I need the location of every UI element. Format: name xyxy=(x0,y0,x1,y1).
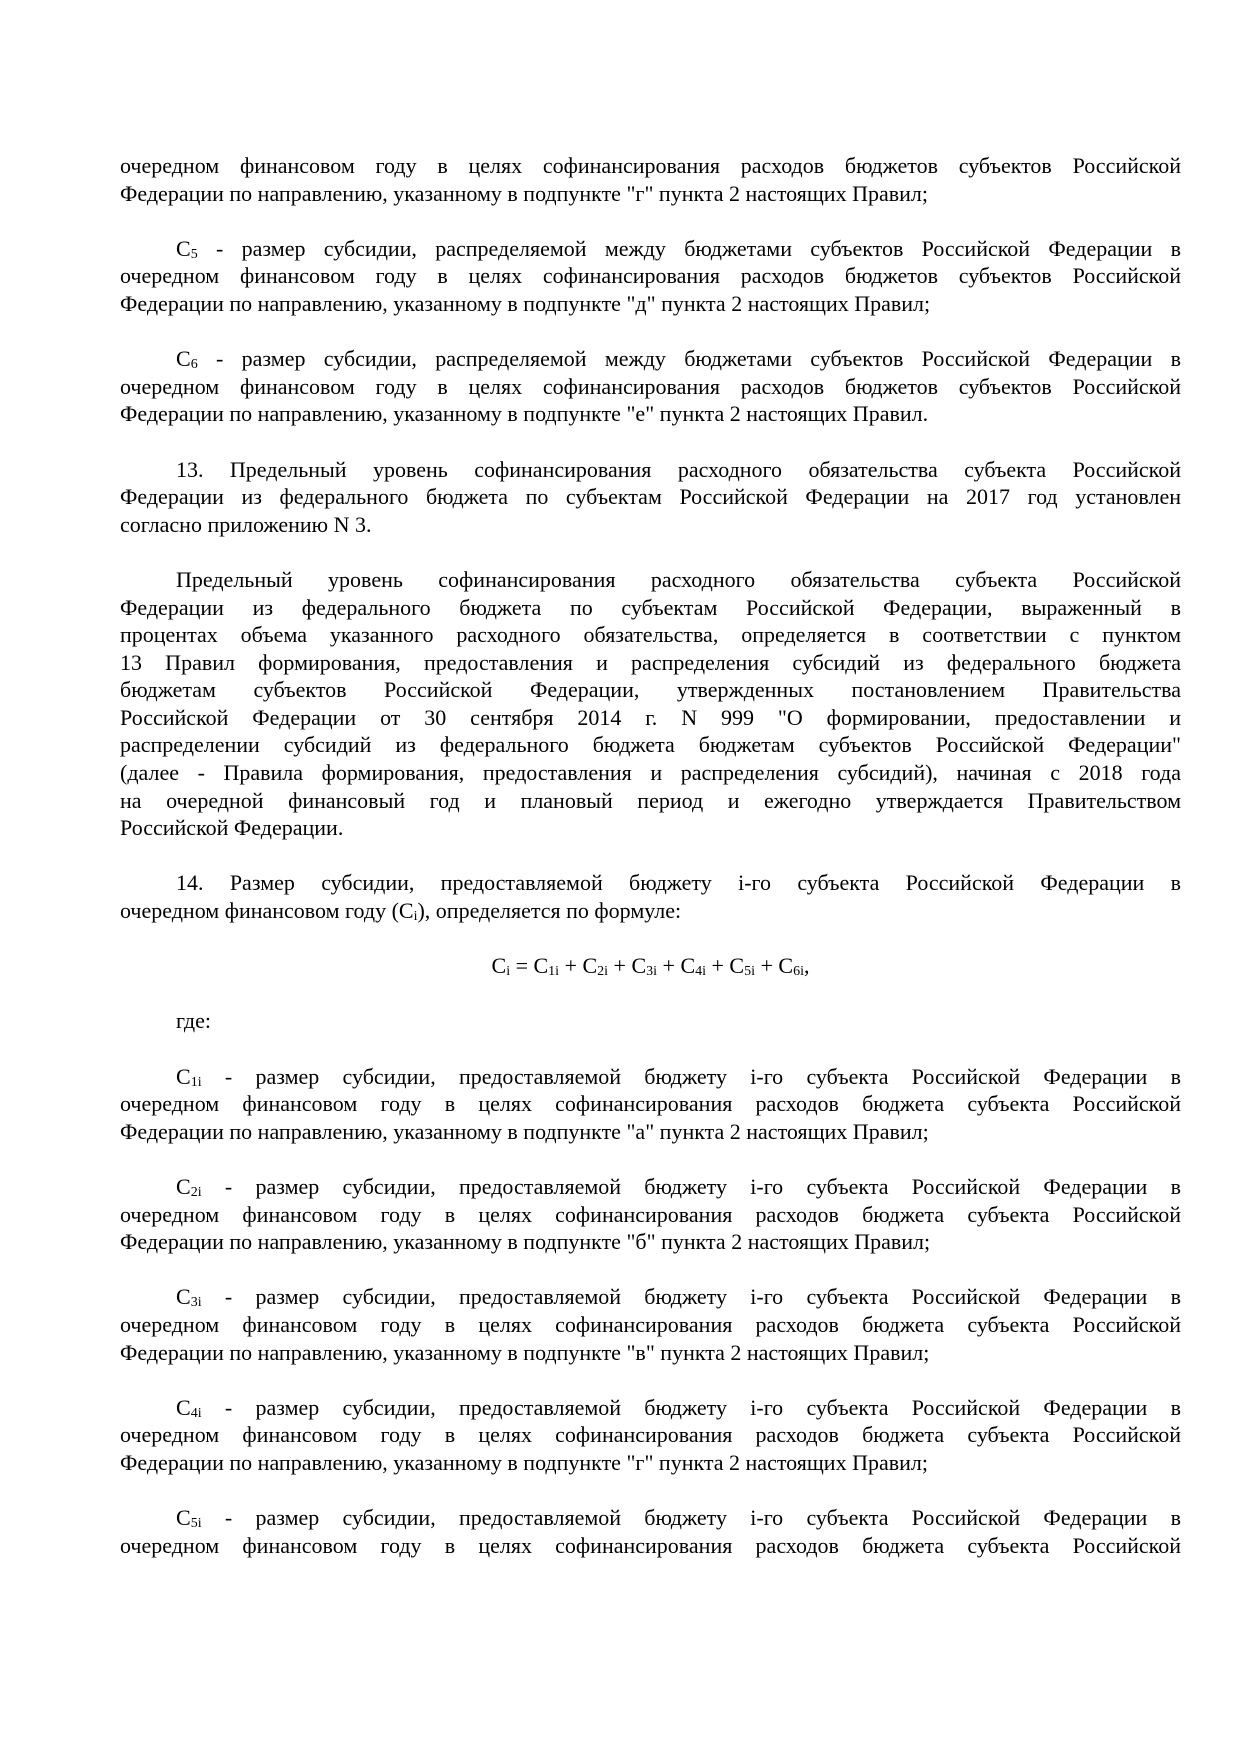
text-line: (далее - Правила формирования, предоставления и распределения субсидий), начиная с 2018 года xyxy=(120,760,1181,786)
subscript: i xyxy=(506,964,511,980)
text-line: Федерации по направлению, указанному в подпункте "г" пункта 2 настоящих Правил; xyxy=(120,1449,928,1475)
text-segment: , xyxy=(803,953,810,979)
paragraph xyxy=(120,566,1181,842)
text-line: на очередной финансовый год и плановый период и ежегодно утверждается Правительством xyxy=(120,787,1181,813)
paragraph xyxy=(120,456,1181,539)
text-segment: - размер субсидии, предоставляемой бюджету i-го субъекта Российской Федерации в xyxy=(201,1284,1181,1310)
subscript: 2i xyxy=(597,964,609,980)
text-line: очередном финансовом году в целях софинансирования расходов бюджета субъекта Российской xyxy=(120,1532,1181,1558)
text-line: где: xyxy=(176,1008,211,1034)
text-line: Федерации по направлению, указанному в подпункте "г" пункта 2 настоящих Правил; xyxy=(120,180,928,206)
document-page xyxy=(120,152,1181,1587)
text-segment: = C xyxy=(510,953,549,979)
text-segment: - размер субсидии, предоставляемой бюджету i-го субъекта Российской Федерации в xyxy=(201,1063,1181,1089)
subscript: 6i xyxy=(793,964,804,980)
text-line: очередном финансовом году в целях софинансирования расходов бюджета субъекта Российской xyxy=(120,1091,1181,1117)
text-line: Российской Федерации от 30 сентября 2014 г. N 999 "О формировании, предоставлении и xyxy=(120,704,1181,730)
text-line xyxy=(120,235,1181,263)
subscript: 3i xyxy=(646,964,658,980)
text-segment: C xyxy=(176,235,191,261)
text-segment: C xyxy=(176,1284,191,1310)
paragraph xyxy=(120,235,1181,318)
text-segment: + C xyxy=(755,953,794,979)
text-segment: C xyxy=(176,1394,191,1420)
text-line: Федерации по направлению, указанному в подпункте "а" пункта 2 настоящих Правил; xyxy=(120,1118,929,1144)
text-line xyxy=(120,1394,1181,1422)
text-segment: ), определяется по формуле: xyxy=(417,898,682,924)
paragraph xyxy=(120,345,1181,428)
text-line: согласно приложению N 3. xyxy=(120,511,372,537)
paragraph xyxy=(120,1283,1181,1366)
text-segment: - размер субсидии, распределяемой между бюджетами субъектов Российской Федерации в xyxy=(197,235,1181,261)
text-segment: + C xyxy=(608,953,647,979)
paragraph xyxy=(120,152,1181,207)
text-line: очередном финансовом году в целях софинансирования расходов бюджетов субъектов Российской xyxy=(120,373,1181,399)
text-line xyxy=(120,1173,1181,1201)
text-line: очередном финансовом году в целях софинансирования расходов бюджетов субъектов Российской xyxy=(120,153,1181,178)
subscript: 2i xyxy=(190,1184,202,1200)
text-segment: C xyxy=(176,1063,191,1089)
text-line: 14. Размер субсидии, предоставляемой бюджету i-го субъекта Российской Федерации в xyxy=(176,870,1181,896)
subscript: i xyxy=(413,909,418,925)
text-segment: - размер субсидии, предоставляемой бюджету i-го субъекта Российской Федерации в xyxy=(201,1394,1181,1420)
text-line: 13. Предельный уровень софинансирования расходного обязательства субъекта Российской xyxy=(176,456,1181,482)
text-line: Федерации по направлению, указанному в подпункте "е" пункта 2 настоящих Правил. xyxy=(120,401,929,427)
text-line xyxy=(120,1063,1181,1091)
paragraph xyxy=(120,1007,1181,1035)
subscript: 5 xyxy=(190,246,198,262)
text-line: процентах объема указанного расходного обязательства, определяется в соответствии с пунктом xyxy=(120,622,1181,648)
text-segment: + C xyxy=(559,953,598,979)
text-line: Предельный уровень софинансирования расходного обязательства субъекта Российской xyxy=(176,566,1181,592)
text-line xyxy=(120,952,1181,980)
text-line xyxy=(120,345,1181,373)
paragraph xyxy=(120,1173,1181,1256)
text-line: Федерации по направлению, указанному в подпункте "д" пункта 2 настоящих Правил; xyxy=(120,290,931,316)
text-segment: C xyxy=(491,953,507,979)
text-line: Федерации из федерального бюджета по субъектам Российской Федерации на 2017 год установлен xyxy=(120,484,1181,510)
subscript: 6 xyxy=(190,357,198,373)
text-line: бюджетам субъектов Российской Федерации, утвержденных постановлением Правительства xyxy=(120,677,1181,703)
text-line: очередном финансовом году в целях софинансирования расходов бюджетов субъектов Российской xyxy=(120,263,1181,289)
subscript: 1i xyxy=(190,1074,202,1090)
text-line: очередном финансовом году в целях софинансирования расходов бюджета субъекта Российской xyxy=(120,1201,1181,1227)
text-segment: C xyxy=(176,346,191,372)
text-line: Федерации из федерального бюджета по субъектам Российской Федерации, выраженный в xyxy=(120,594,1181,620)
paragraph xyxy=(120,869,1181,924)
text-line: распределении субсидий из федерального бюджета бюджетам субъектов Российской Федерации" xyxy=(120,732,1181,758)
text-line: 13 Правил формирования, предоставления и распределения субсидий из федерального бюджета xyxy=(120,649,1181,675)
subscript: 1i xyxy=(548,964,560,980)
text-segment: C xyxy=(176,1173,191,1199)
text-segment: очередном финансовом году (C xyxy=(120,898,414,924)
paragraph xyxy=(120,1394,1181,1477)
text-segment: - размер субсидии, распределяемой между бюджетами субъектов Российской Федерации в xyxy=(197,346,1181,372)
text-segment: C xyxy=(176,1505,191,1531)
text-segment: + C xyxy=(706,953,745,979)
subscript: 3i xyxy=(190,1295,202,1311)
text-line xyxy=(120,897,1181,925)
text-line xyxy=(120,1283,1181,1311)
text-line: Федерации по направлению, указанному в подпункте "б" пункта 2 настоящих Правил; xyxy=(120,1229,931,1255)
formula xyxy=(120,952,1181,980)
text-line: Российской Федерации. xyxy=(120,815,344,841)
subscript: 5i xyxy=(190,1516,202,1532)
text-segment: - размер субсидии, предоставляемой бюджету i-го субъекта Российской Федерации в xyxy=(201,1505,1181,1531)
text-line: очередном финансовом году в целях софинансирования расходов бюджета субъекта Российской xyxy=(120,1422,1181,1448)
paragraph xyxy=(120,1063,1181,1146)
text-segment: - размер субсидии, предоставляемой бюджету i-го субъекта Российской Федерации в xyxy=(201,1173,1181,1199)
text-line: очередном финансовом году в целях софинансирования расходов бюджета субъекта Российской xyxy=(120,1311,1181,1337)
subscript: 4i xyxy=(695,964,707,980)
subscript: 5i xyxy=(744,964,755,980)
text-line: Федерации по направлению, указанному в подпункте "в" пункта 2 настоящих Правил; xyxy=(120,1339,930,1365)
paragraph xyxy=(120,1504,1181,1559)
text-line xyxy=(120,1504,1181,1532)
subscript: 4i xyxy=(190,1405,202,1421)
text-segment: + C xyxy=(657,953,696,979)
